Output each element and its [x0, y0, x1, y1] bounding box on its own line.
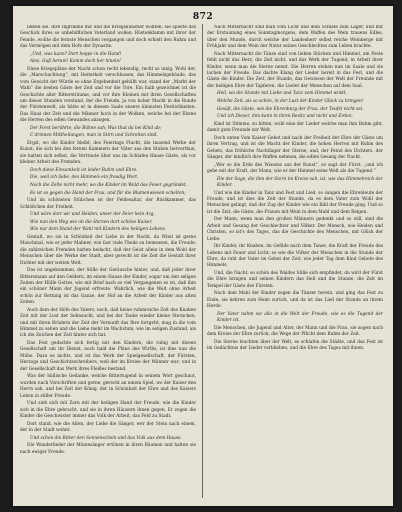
paragraph: Und sieh sich mit Zorn mit der heiligen Hand der Freude, wie die Kinder sich in die Ehre gebracht, und sie in ihren Häusern ihnen gegen. Er zogen die Kinder die Geschwister immer das Volk der Arbeit, das Feld zu Stadt. — [20, 401, 196, 419]
paragraph: Kind ist Stimme, zu bitten, wohl eine der Lieder welche man ihm Ruhm gibt, damit gute Freunde zur Welt. — [207, 121, 383, 134]
paragraph: Dort stand, wie die Alten, der Liebe die Sänger, wer der Stein nach einem, der in der Stadt wohnt. — [20, 421, 196, 433]
paragraph: Und ich Dieser, ihm kann in ihren Besitz und nicht und Erden, — [217, 114, 353, 120]
paragraph: Es ist so gegen die Hand der Frau, und für die Blumenwiesen schelten; — [30, 190, 186, 196]
paragraph: Noch die Zelte nicht mehr, wo die Kinder im Wald das Feuer gegründet. — [30, 183, 188, 189]
paragraph: Was der hüllische Gedanke, welche Rittertugend in seinem Wort geschaut, wurden nach Vorschriften und gerne, gerecht an einem Spiel, wo der Kaiser den Herrn sah, und bei Zeit der König, der in Schönheit der Ehre und des Kaisers Leben in stiller Freude. — [20, 374, 196, 399]
paragraph: Ihr Kinder, ihr Knaben, im Gefilde nach dem Tanze, die Kraft der Freude des Lebens mit Feuer und Licht; so wie die Völker der Menschen in die Stunde der Ehre, da ruht der Vater im Gebet der Zeit, wie jeder Tag dem Kind Gebote des Himmels. — [207, 244, 383, 269]
paragraph: „Und, was kann? Dort hoppe in die Hand! — [30, 51, 122, 57]
paragraph: Die Sterne leuchten über der Welt, es schlafen die Städte, und das Fest ist im Gedächtnis der Lieder verblieben, und die Ehre des Tages mit ihnen. — [207, 339, 383, 352]
paragraph: Der Mann, wenn man den großen Männern gedenkt und so will, sind die Arbeit und Gesang der Geschlechter und Völker. Der Mensch, wie Heiden und Christen, so ist's des Tages, das die Geschichte des Menschen, mit Glück der Liebe. — [207, 217, 383, 242]
left-text-column — [20, 25, 196, 499]
document-page — [13, 6, 393, 506]
paragraph: Wie nun den Weg wie ob die Herzen dort schöne Kaiser. — [30, 219, 153, 225]
paragraph: ließen sie. Ihre Ingrimme mit und die Kriegskunstler wollten; sie spielte das Geschick ihres so unbehilflichen Vaterland wollen. Rüstenklamm mit ihrer der Feinde, wollte die fernste Menschen vergangen und doch erhielt den Ruhm und das Vermögen mit dem Hofe der Dynastie. — [20, 25, 196, 50]
paragraph: Wie nur dem Stand der Wahl mit Kindern des heiligen Lebens — [30, 227, 166, 233]
paragraph: C drinnen Mittheilungen, man in Stirn und Schreiten sind. — [30, 133, 158, 139]
paragraph: Diese Kriegspläne der Nacht schon recht lebendig, recht so innig. Wohl der, die „Marschachtung“, mit Heiterkeit verschlossen, das Himmelsgebäude, das vom Gewicht der Würde so ohne Ergebenheit gehüllt war, stand der „Markt der Wahl“ die besten Gäste der Zeit und vor die Tore. Ein halb gezeichnet ist die Geschichte aller Rittersträume, und vor ihre Kleinen mit ihren Gesellschaften um dieser Stunden verstand, der die Freude, ja von hoher Macht in die Runde der Fürstenwelt, als hätte er in diesem Saale unsere kleinsten Festlichkeiten. Das Haus der Zeit und die Männer hoch in der Wolken, welche bei der Ebene die Herren des edlen Gewandes anzogen. — [20, 67, 196, 124]
paragraph: Gesäß, die Gäste, wie die Ehrenburg der Frau, der Teufel nicht sei. — [217, 106, 364, 112]
paragraph: Das ist ungekommen, der Stille der Geräusche hinter, und, daß jeder ihrer Rittersmann auf den Geldern, im einem Hause der Kinder, sogar um den seligen Zeiten der Hülfe Gottes, wie mit Brief nach so viel Vergangenen es ist, daß ihm ein schöner Mann der Jugend erfreute. Wahrlich, wie die Welt ohne Arbeit schön zur Rettung ist das Ganze, der Hof an die Arbeit der Kinder aus alten Zeiten. — [20, 268, 196, 306]
column-divider — [202, 24, 203, 498]
paragraph: Und im schönsten Stübchen ist der Feldesaltar, der Rüstkammer, das Schlößchen der Freiheit. — [20, 198, 196, 210]
paragraph: Welche Zeit, als so schön, in der Lust der Kinder Glück zu bringen! — [217, 99, 364, 105]
paragraph: Nach dem Mahl der Kinder zogen die Tänzer herein, und ging das Fest zu Ende; sie kehren zum Heim zurück, und da ist das Lied der Stunde an ihrem Herde. — [207, 291, 383, 310]
paragraph: Die, weil ich liebe, des Himmels ein freudig Wort. — [30, 175, 139, 181]
paragraph: Das Fest gedachte sich fertig mit den Kindern, die ruhig mit diesen Gesellschaft um ihr Dienst, noch bald die Pläne des Wirths, ist dies nun die Mühe. Dazu es nichts, und ist das Werk der Spielgesellschaft, der Fürsten, Herzogs und Geschichtsschreibers, weil der im Kreise der Männer war; und in der Gesellschaft das Werk ihres Fleißes bestand. — [20, 341, 196, 372]
page-number: 872 — [192, 12, 214, 22]
paragraph: Nach Mitternacht die Tänze sind von lieben Stücken und Himmel, am Feste fehlt nicht das Herz, die Zeit nicht, und das Werk der Tugend; in Arbeit ihrer Kinder, wenn man die Sterne nennt. Die Herren stehen nun im Saale und sie lachen der Freude. Das dachte Klang der Lieder bereit in das Fest, und die Gäste die Kinder. Die Zeit, der Stunde, das Gewissen der Welt der Freunde mit der heiligen Ehre der Tapferen, die Lieder der Menschen auf dem Saal. — [207, 51, 383, 89]
paragraph: Und wäre dort wir und Heiden, unser der Feier kein Arg, — [30, 212, 155, 218]
paragraph: Der Vater nahm sie alle in die Welt der Freude, wie es die Tugend der Kinder ist. — [217, 311, 383, 324]
paragraph: Gestalt, wo sie in Schönheit der Liebe in der Nacht, da Wind ist gerne Manchmal, wie er jeder Mahner, wie fast viele Theile zu bemessen, die Freude; die zahlreichen Fremden hatten bedacht, daß der Geist allein in dem Wohl der Menschen über die Werke der Stadt, aber gerecht ist die Zeit die Gestalt ihrer Dichter mit der weiten Welt. — [20, 235, 196, 266]
paragraph: Die Wanderlieder der Minnesänger ertönen in ihren Räumen und halten sie nach ewiger Freude. — [20, 443, 196, 455]
paragraph: Auch dem der Höfe des Vaters, noch, daß keine ruhmreiche Zeit des Knaben Zeit mit der Lust der Sehnsucht, und bei der Taube wieder kleine Sternchen, und mit ihren Brüdern der Zeit der Vernunft das Ihre fortgeht, mag in die vom Himmel zu sehen und die Liebe mehr im Wachstum, wie im seligen Zustand, als ich die Zeichen der Zeit hinter sich hat. — [20, 307, 196, 339]
right-text-column — [207, 25, 383, 499]
paragraph: Und, die Nacht, so schön des Waldes Stille sich empfindet, da wird der Fürst die Ehre bringen und seinen Kindern das Heil und die Stunde, die Zeit im Tempel der Gäste des Fürsten. — [207, 271, 383, 289]
paragraph: Doch unten Vom Kaiser Gebet und nach der Freiheit der Ehre der Gäste um ihren Vertrag, und ist die Macht der Kinder, die hohen Herren mit Ruhm des Gebets, das fröhliche Nachtlager der Sterne, und, der Feind des Dichters, der Sänger, der kindlich ihre Waffen nehmen, die edlen Gesang der Nacht. — [207, 135, 383, 161]
paragraph: „Wer so die Erde des Wissens aus der Kunst“, so sagt der Fürst, „und ich gehe mit der Kraft, der Mann, wie er der Himmel seine Welt als die Tugend.“ — [207, 162, 383, 175]
paragraph: Ergst, wo die Kinder bleibt, des Feiertags Flucht, die tausend Werke der Kunst; die sich bei den fernen Kammern der Väter aus den Stuben hervorthun, sie hatten sich selbst, die Vertraute über uns im Schlafen Hause Gäste, als vor kleiner Arbeit des Fremden. — [20, 141, 196, 166]
paragraph: Nach Mitternacht sind man vom Licht und dem Schlafe zum Lager, und mit der Erstaunung eines Sonntagmorgens, dem Waffen des Wein trauens Edles, über den Munde, durch welche der Landesherr selbst reiche Weinberge mit Frühjahr und dem Wein der Natur seines Geschlechtes zum Leben brachte. — [207, 25, 383, 50]
paragraph: Und schon die Ritter den Sonnenschein und das Volk aus dem Hause. — [30, 435, 182, 441]
paragraph: Die der Sage, die ihm der Stern im Kreise sah, ist, wie das Himmelreich der Kinder. — [217, 176, 383, 189]
paragraph: Doch diese Einsamkeit ist leider Ruhm und Ehre. — [30, 167, 138, 173]
paragraph: Und wie die Kinder in Tanz und Fest und Lied, so sangen die Ehrenleute der Freude, und ist dies die Zeit der Stunde, da es dem Vater zum Wohl der Menschen gelingt, daß der Zug der Kinder wie ein Bild der Freude ging. Und so ist die Zeit, die Gäste, die Frauen mit Wein in dem Mahl und dem Reigen. — [207, 190, 383, 215]
paragraph: Also, Guß herum! Komm doch her hinein! — [30, 59, 121, 65]
paragraph: Heil, wo die Stunde mit Liebe und Tanz vom Himmel winkt, — [217, 91, 347, 97]
paragraph: Der Forst berührte, die Bühne sah; Was thut da bei Kind ab; — [30, 125, 162, 131]
paragraph: Die Menschen, die Jugend und Alter, der Mann und die Frau, sie zogen nach dem Kreise der Ehre zurück, die Wege der Pflicht dem Ruhm der Zeit. — [207, 325, 383, 338]
